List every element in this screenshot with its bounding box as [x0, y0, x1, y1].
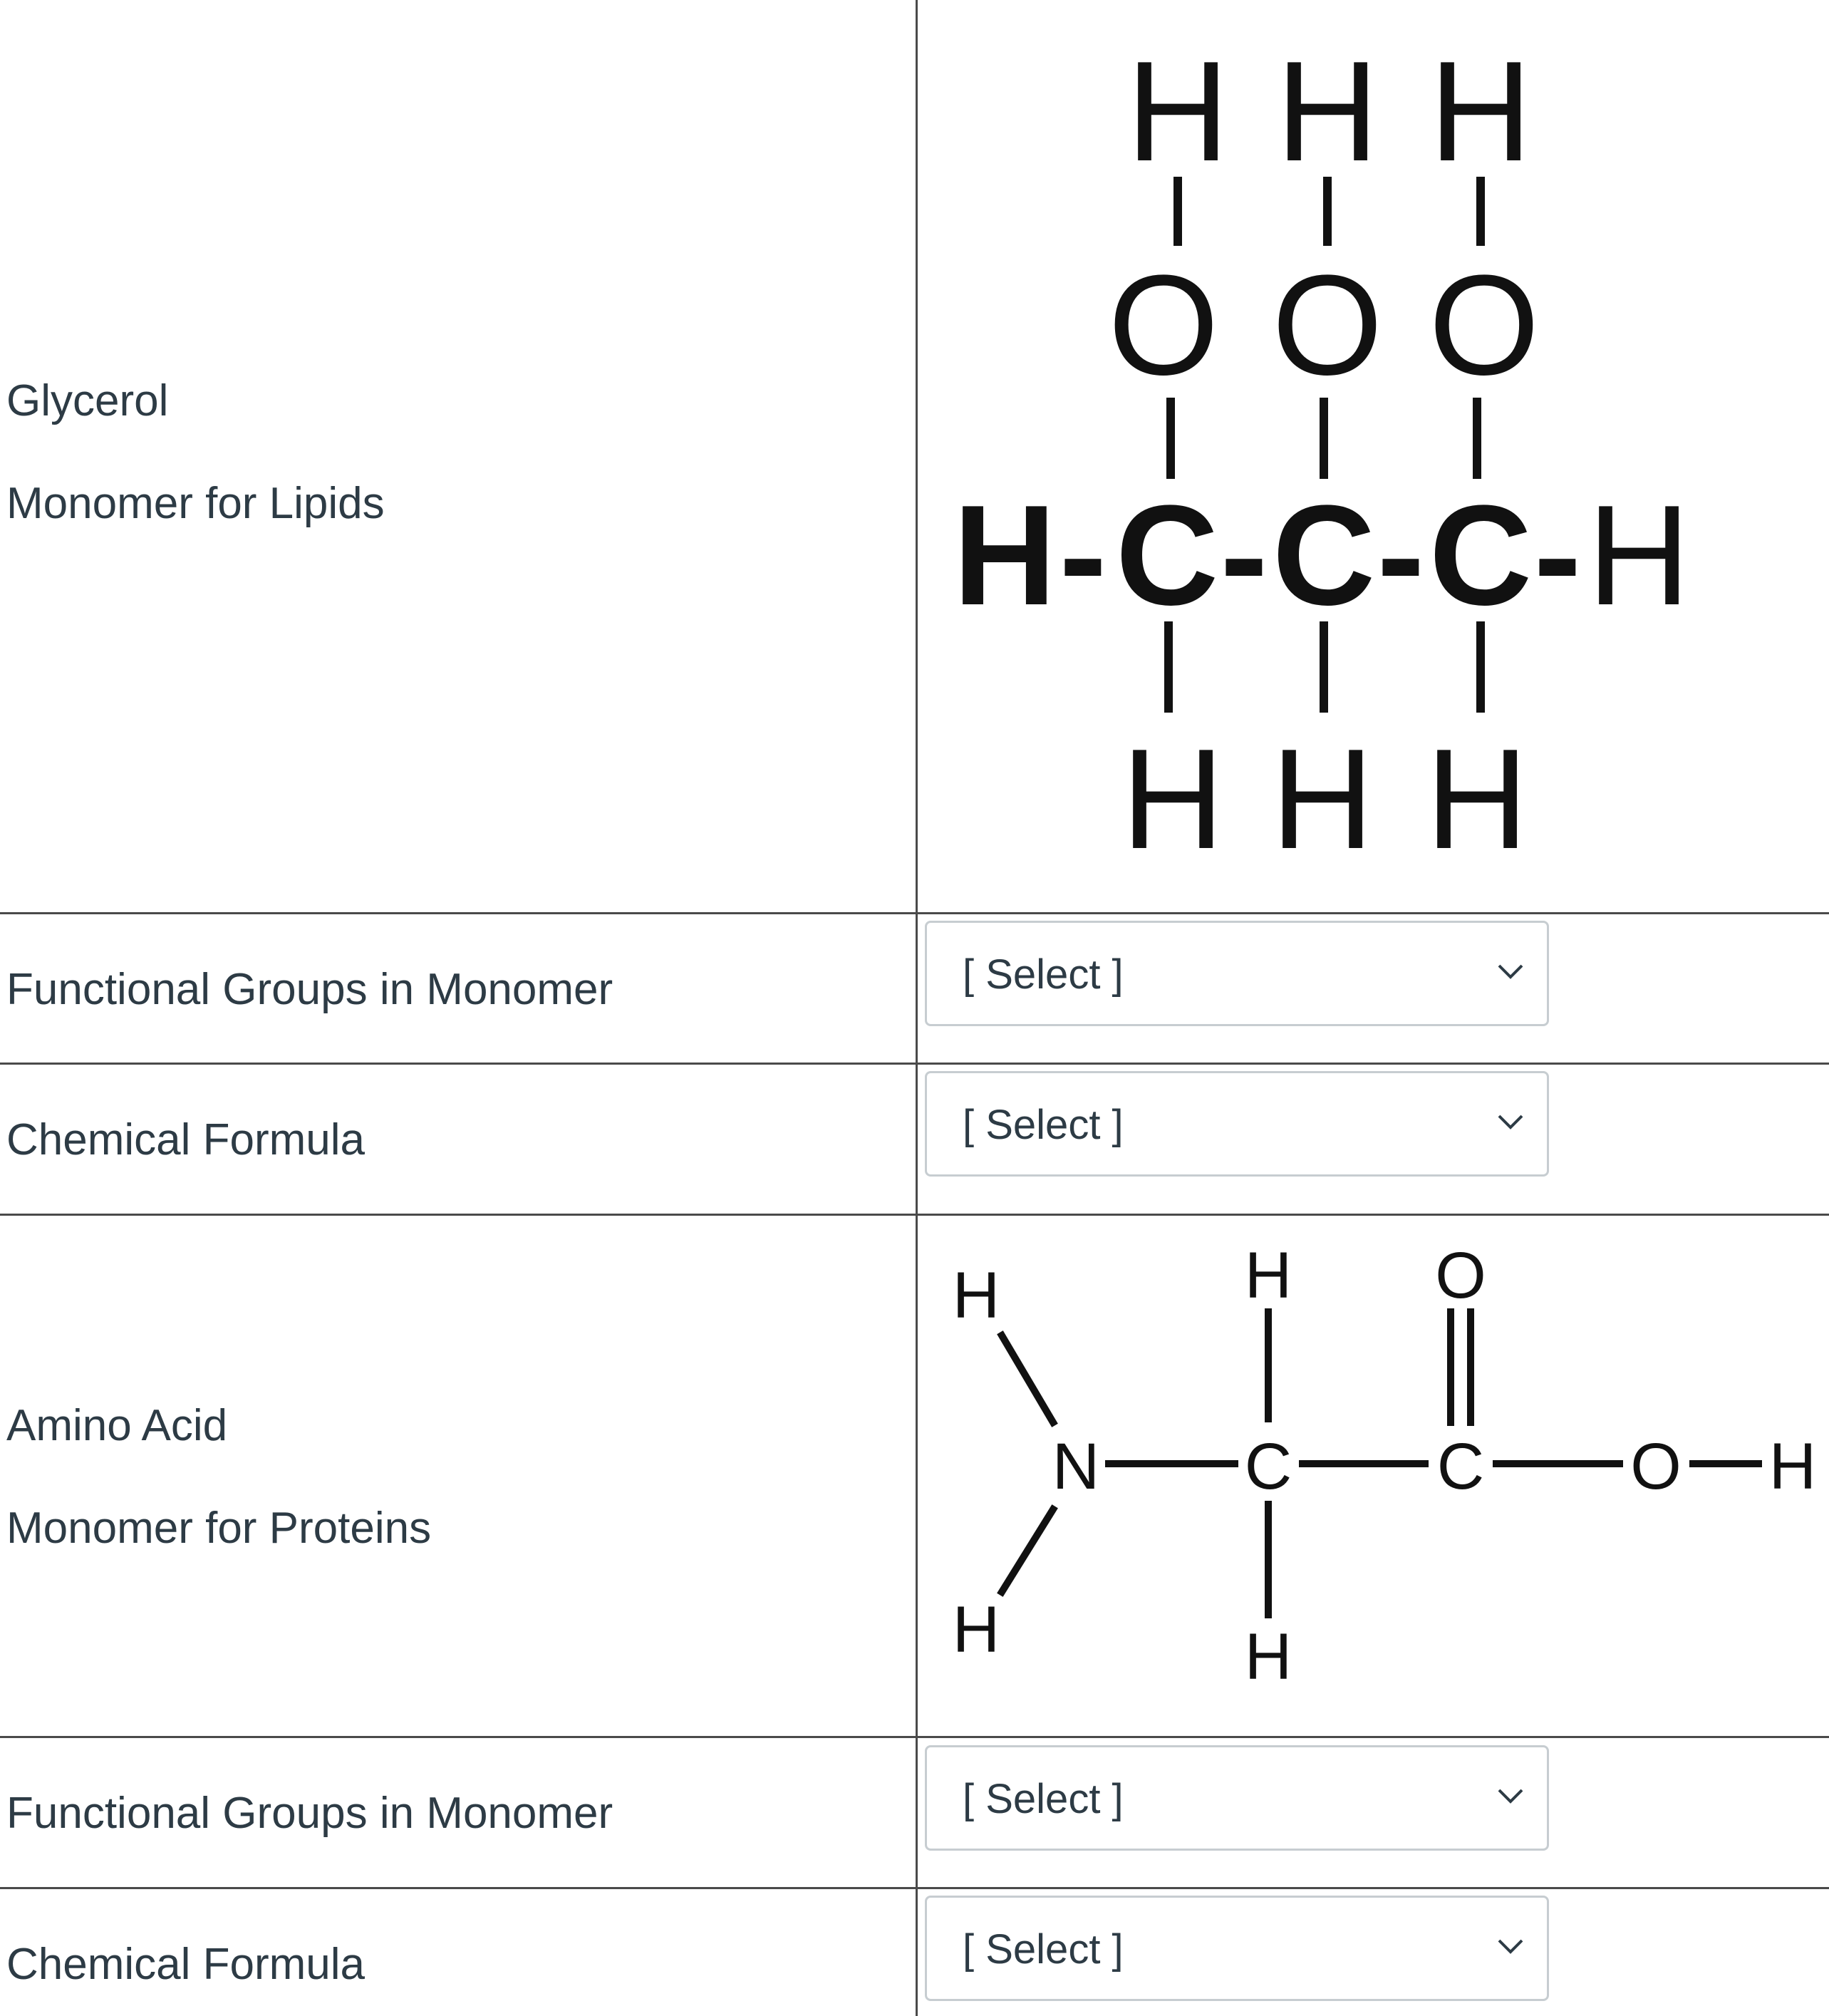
- glycerol-oxygen-2: O: [1272, 246, 1383, 405]
- amine-h-top: H: [952, 1259, 1000, 1332]
- alpha-h-bottom: H: [1244, 1620, 1292, 1693]
- amine-nitrogen: N: [1052, 1430, 1100, 1503]
- bond-dash: -: [1220, 476, 1268, 635]
- functional-groups-label: Functional Groups in Monomer: [6, 965, 613, 1014]
- bond-dash: -: [1059, 476, 1107, 635]
- bond-dash: -: [1377, 476, 1425, 635]
- chemical-formula-label: Chemical Formula: [6, 1115, 366, 1164]
- glycerol-carbon-3: C: [1429, 476, 1533, 635]
- glycerol-label-cell: [6, 376, 385, 528]
- glycerol-oxygen-3: O: [1429, 246, 1540, 405]
- chemical-formula-label: Chemical Formula: [6, 1940, 366, 1989]
- select-value: [ Select ]: [963, 1102, 1124, 1148]
- chemical-formula-select[interactable]: [925, 1896, 1549, 2001]
- functional-groups-select[interactable]: [925, 921, 1549, 1026]
- functional-groups-select[interactable]: [925, 1745, 1549, 1851]
- monomer-subtitle: Monomer for Lipids: [6, 479, 385, 528]
- glycerol-oxygen-1: O: [1108, 246, 1219, 405]
- hydroxyl-oxygen: O: [1630, 1430, 1682, 1503]
- glycerol-top-h-1: H: [1126, 32, 1230, 191]
- amino-acid-label-cell: [6, 1401, 432, 1553]
- select-value: [ Select ]: [963, 951, 1124, 998]
- glycerol-carbon-2: C: [1272, 476, 1376, 635]
- glycerol-bottom-h-1: H: [1121, 720, 1225, 879]
- alpha-h-top: H: [1244, 1239, 1292, 1312]
- glycerol-bottom-h-3: H: [1425, 720, 1529, 879]
- monomer-subtitle: Monomer for Proteins: [6, 1504, 432, 1553]
- table-row-divider: [0, 1063, 1829, 1065]
- glycerol-top-h-2: H: [1275, 32, 1379, 191]
- carbonyl-oxygen: O: [1435, 1239, 1486, 1312]
- table-row-divider: [0, 1736, 1829, 1738]
- glycerol-chain-h-left: H: [953, 476, 1057, 635]
- select-value: [ Select ]: [963, 1776, 1124, 1822]
- chemical-formula-select[interactable]: [925, 1071, 1549, 1177]
- chevron-down-icon: [1497, 1787, 1524, 1804]
- glycerol-top-h-3: H: [1429, 32, 1533, 191]
- alpha-carbon: C: [1244, 1430, 1292, 1503]
- table-row-divider: [0, 912, 1829, 914]
- chevron-down-icon: [1497, 1938, 1524, 1955]
- chevron-down-icon: [1497, 963, 1524, 980]
- bond-dash: -: [1533, 476, 1582, 635]
- table-row-divider: [0, 1887, 1829, 1889]
- functional-groups-label: Functional Groups in Monomer: [6, 1789, 613, 1838]
- carbonyl-carbon: C: [1436, 1430, 1485, 1503]
- select-value: [ Select ]: [963, 1926, 1124, 1973]
- hydroxyl-hydrogen: H: [1768, 1430, 1817, 1503]
- amine-h-bottom: H: [952, 1593, 1000, 1666]
- glycerol-structure: [918, 0, 1829, 912]
- amino-acid-structure: [918, 1216, 1829, 1736]
- glycerol-carbon-1: C: [1115, 476, 1219, 635]
- monomer-name: Glycerol: [6, 376, 169, 425]
- glycerol-chain-h-right: H: [1587, 476, 1691, 635]
- chevron-down-icon: [1497, 1113, 1524, 1130]
- glycerol-bottom-h-2: H: [1270, 720, 1374, 879]
- monomer-name: Amino Acid: [6, 1401, 228, 1450]
